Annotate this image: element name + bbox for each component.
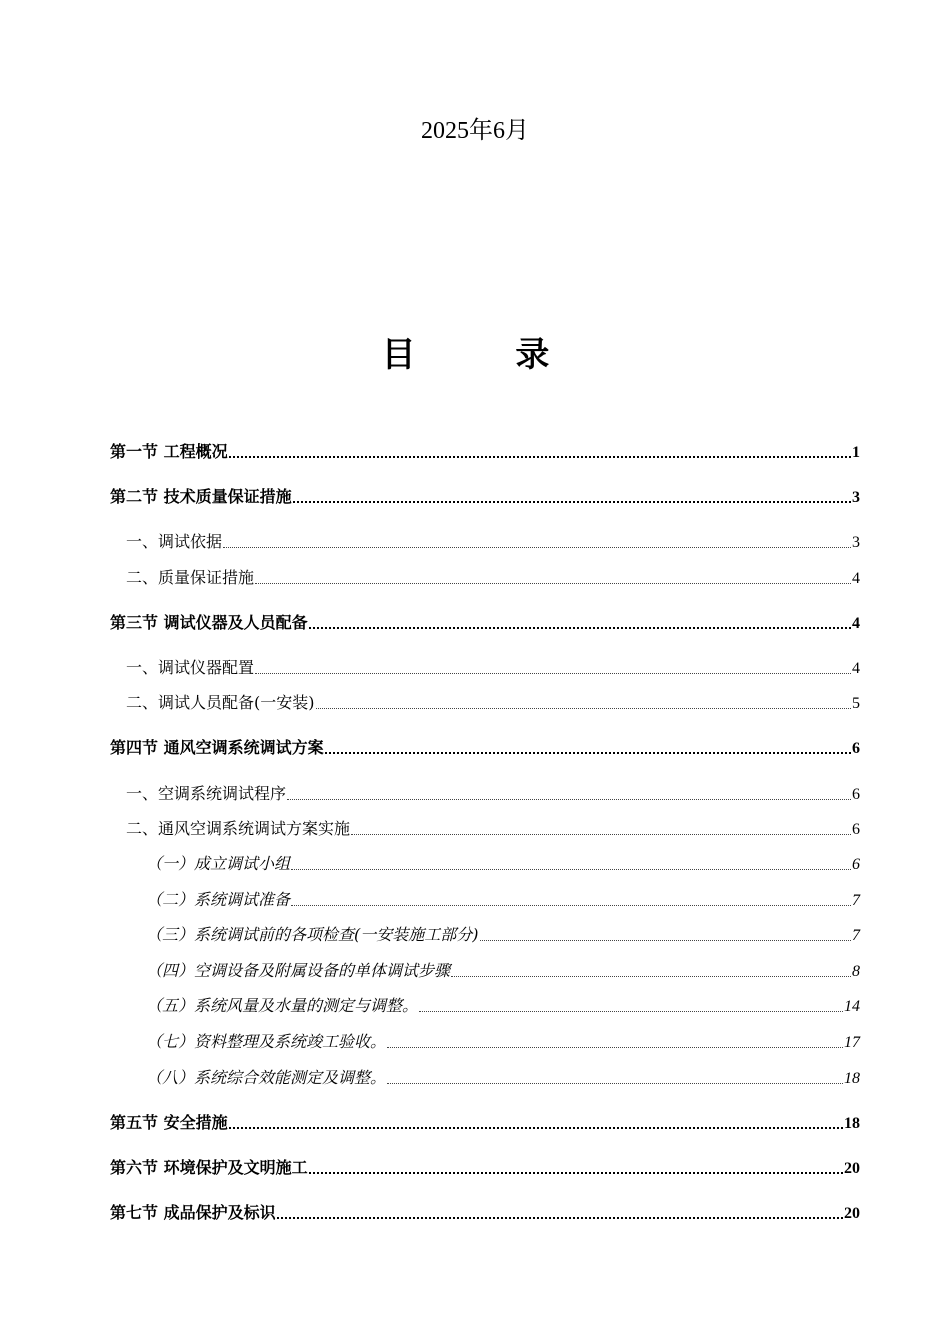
toc-entry[interactable] xyxy=(126,782,860,806)
toc-page-number: 4 xyxy=(852,570,860,587)
toc-entry-title: 一、调试依据 xyxy=(126,532,223,551)
toc-entry-title: 第七节 成品保护及标识 xyxy=(110,1203,276,1222)
toc-page-number: 3 xyxy=(852,489,860,506)
toc-entry-title: 第五节 安全措施 xyxy=(110,1113,228,1132)
toc-entry-title: 第四节 通风空调系统调试方案 xyxy=(110,738,324,757)
toc-entry[interactable] xyxy=(126,566,860,590)
toc-entry-title: （二）系统调试准备 xyxy=(146,890,291,909)
toc-dot-leader xyxy=(255,673,851,674)
toc-entry-title: （三）系统调试前的各项检查(一安装施工部分) xyxy=(146,925,479,944)
toc-page-number: 14 xyxy=(844,998,860,1015)
toc-entry[interactable] xyxy=(146,923,860,947)
toc-page-number: 18 xyxy=(844,1070,860,1087)
toc-entry-title: 二、质量保证措施 xyxy=(126,568,255,587)
toc-entry[interactable] xyxy=(146,1030,860,1054)
toc-dot-leader xyxy=(316,708,852,709)
toc-dot-leader xyxy=(287,799,851,800)
toc-entry[interactable] xyxy=(126,530,860,554)
toc-page-number: 7 xyxy=(852,892,860,909)
toc-dot-leader xyxy=(309,627,851,629)
toc-entry[interactable] xyxy=(126,656,860,680)
document-date: 2025年6月 xyxy=(421,118,529,144)
toc-page-number: 17 xyxy=(844,1034,860,1051)
toc-page-number: 6 xyxy=(852,821,860,838)
toc-dot-leader xyxy=(419,1011,843,1012)
toc-dot-leader xyxy=(293,501,851,503)
toc-dot-leader xyxy=(309,1172,843,1174)
toc-page-number: 4 xyxy=(852,660,860,677)
toc-page-number: 1 xyxy=(852,444,860,461)
toc-page-number: 8 xyxy=(852,963,860,980)
toc-entry[interactable] xyxy=(146,852,860,876)
toc-page-number: 5 xyxy=(852,695,860,712)
toc-page-number: 18 xyxy=(844,1115,860,1132)
toc-entry[interactable] xyxy=(110,440,860,464)
toc-entry-title: （四）空调设备及附属设备的单体调试步骤 xyxy=(146,961,451,980)
toc-entry-title: （五）系统风量及水量的测定与调整。 xyxy=(146,996,419,1015)
toc-entry-title: 二、调试人员配备(一安装) xyxy=(126,693,315,712)
toc-entry[interactable] xyxy=(110,611,860,635)
toc-entry[interactable] xyxy=(146,888,860,912)
toc-entry[interactable] xyxy=(146,1066,860,1090)
toc-entry[interactable] xyxy=(146,994,860,1018)
toc-entry[interactable] xyxy=(126,817,860,841)
toc-page-number: 3 xyxy=(852,534,860,551)
toc-page-number: 6 xyxy=(852,856,860,873)
toc-entry-title: 一、调试仪器配置 xyxy=(126,658,255,677)
toc-entry-title: （七）资料整理及系统竣工验收。 xyxy=(146,1032,387,1051)
toc-page-number: 6 xyxy=(852,740,860,757)
toc-dot-leader xyxy=(229,456,851,458)
toc-entry[interactable] xyxy=(110,1111,860,1135)
toc-entry[interactable] xyxy=(110,485,860,509)
toc-entry-title: 二、通风空调系统调试方案实施 xyxy=(126,819,351,838)
toc-page-number: 6 xyxy=(852,786,860,803)
toc-dot-leader xyxy=(351,834,851,835)
toc-entry-title: （八）系统综合效能测定及调整。 xyxy=(146,1068,387,1087)
toc-dot-leader xyxy=(451,976,851,977)
toc-dot-leader xyxy=(291,869,851,870)
toc-dot-leader xyxy=(387,1083,843,1084)
toc-entry[interactable] xyxy=(110,1156,860,1180)
toc-dot-leader xyxy=(291,905,851,906)
toc-dot-leader xyxy=(255,583,851,584)
toc-dot-leader xyxy=(277,1217,843,1219)
toc-entry-title: 第六节 环境保护及文明施工 xyxy=(110,1158,308,1177)
toc-entry[interactable] xyxy=(146,959,860,983)
toc-entry[interactable] xyxy=(126,691,860,715)
toc-page-number: 20 xyxy=(844,1160,860,1177)
toc-dot-leader xyxy=(387,1047,843,1048)
toc-entry[interactable] xyxy=(110,1201,860,1225)
toc-dot-leader xyxy=(223,547,851,548)
toc-dot-leader xyxy=(229,1127,843,1129)
toc-entry[interactable] xyxy=(110,736,860,760)
toc-page-number: 20 xyxy=(844,1205,860,1222)
toc-dot-leader xyxy=(325,752,851,754)
toc-entry-title: 一、空调系统调试程序 xyxy=(126,784,287,803)
toc-page-number: 4 xyxy=(852,615,860,632)
toc-page-number: 7 xyxy=(852,927,860,944)
toc-entry-title: 第二节 技术质量保证措施 xyxy=(110,487,292,506)
toc-entry-title: 第三节 调试仪器及人员配备 xyxy=(110,613,308,632)
toc-entry-title: 第一节 工程概况 xyxy=(110,442,228,461)
toc-dot-leader xyxy=(480,940,852,941)
toc-entry-title: （一）成立调试小组 xyxy=(146,854,291,873)
toc-title: 目 录 xyxy=(381,335,594,375)
